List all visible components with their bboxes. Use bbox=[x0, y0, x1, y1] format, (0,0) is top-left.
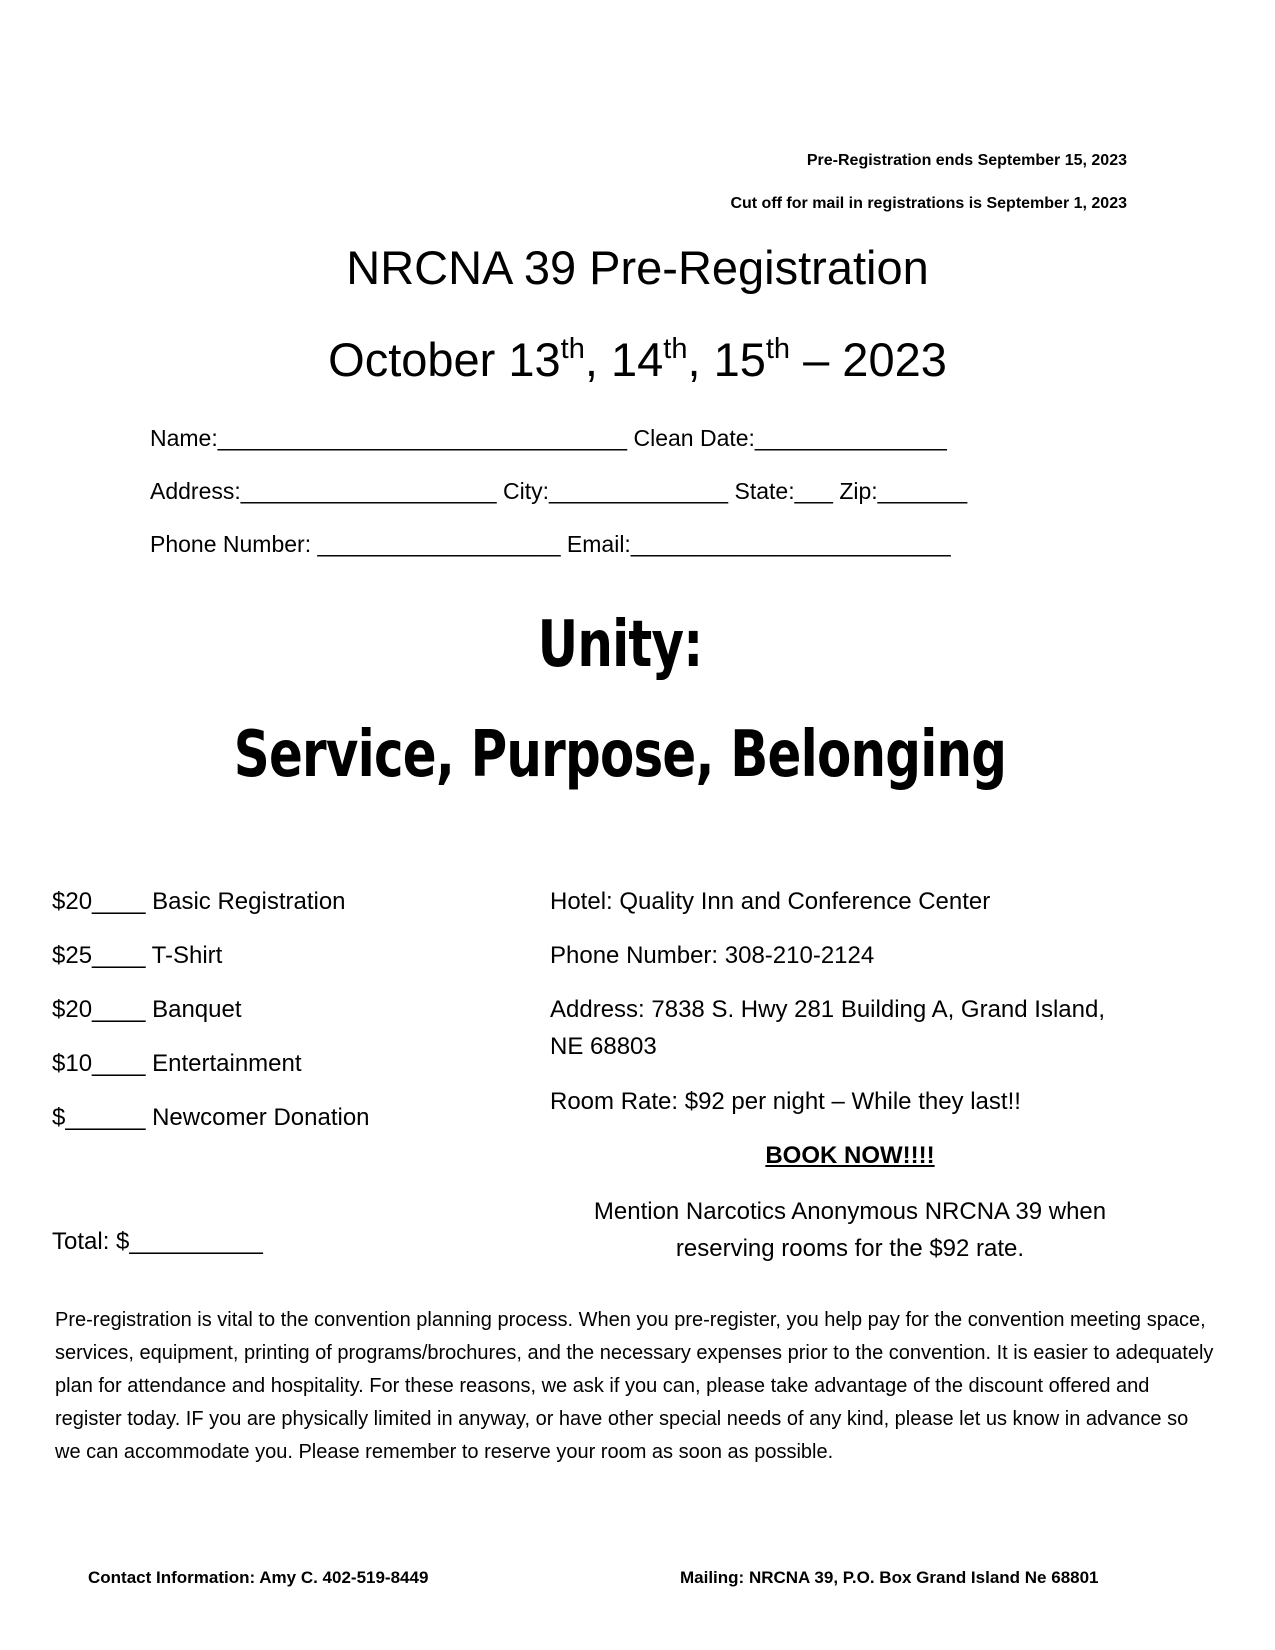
date-year: – 2023 bbox=[790, 333, 947, 386]
city-field[interactable]: City:______________ bbox=[503, 478, 729, 504]
phone-field[interactable]: Phone Number: ___________________ bbox=[150, 531, 561, 557]
fee-basic-registration[interactable]: $20____ Basic Registration bbox=[52, 888, 346, 915]
fee-tshirt[interactable]: $25____ T-Shirt bbox=[52, 942, 223, 969]
fee-entertainment[interactable]: $10____ Entertainment bbox=[52, 1050, 302, 1077]
form-row-contact bbox=[150, 531, 951, 558]
date-part: , 15 bbox=[687, 333, 766, 386]
name-field[interactable]: Name:________________________________ bbox=[150, 425, 628, 451]
fee-banquet[interactable]: $20____ Banquet bbox=[52, 996, 242, 1023]
hotel-address-line1: Address: 7838 S. Hwy 281 Building A, Grand Island, bbox=[550, 996, 1105, 1023]
contact-information: Contact Information: Amy C. 402-519-8449 bbox=[88, 1568, 429, 1587]
page-title: NRCNA 39 Pre-Registration bbox=[346, 241, 929, 294]
ordinal-suffix: th bbox=[663, 333, 688, 365]
state-field[interactable]: State:___ bbox=[734, 478, 833, 504]
email-field[interactable]: Email:_________________________ bbox=[566, 531, 951, 557]
clean-date-field[interactable]: Clean Date:_______________ bbox=[633, 425, 947, 451]
info-paragraph: Pre-registration is vital to the convention planning process. When you pre-register, you help pay for the convention meeting space, services, equipment, printing of programs/brochures, and the necessary expenses prior to the convention. It is easier to adequately plan for attendance and hospitality. For these reasons, we ask if you can, please take advantage of the discount offered and register today. IF you are physically limited in anyway, or have other special needs of any kind, please let us know in advance so we can accommodate you. Please remember to reserve your room as soon as possible. bbox=[55, 1309, 1214, 1463]
theme-heading: Unity: bbox=[537, 608, 703, 682]
ordinal-suffix: th bbox=[765, 333, 791, 365]
form-row-address bbox=[150, 478, 967, 505]
ordinal-suffix: th bbox=[560, 333, 585, 365]
hotel-address-line2: NE 68803 bbox=[550, 1033, 657, 1060]
date-prefix: October 13 bbox=[328, 333, 561, 386]
theme-subheading: Service, Purpose, Belonging bbox=[233, 718, 1007, 792]
form-row-name bbox=[150, 425, 947, 452]
event-dates bbox=[0, 332, 1275, 387]
hotel-phone: Phone Number: 308-210-2124 bbox=[550, 942, 875, 969]
date-part: , 14 bbox=[584, 333, 664, 386]
mention-line2: reserving rooms for the $92 rate. bbox=[675, 1235, 1025, 1262]
mail-cutoff-notice: Cut off for mail in registrations is September 1, 2023 bbox=[730, 195, 1127, 212]
address-field[interactable]: Address:____________________ bbox=[150, 478, 497, 504]
total-field[interactable]: Total: $__________ bbox=[52, 1228, 263, 1255]
room-rate: Room Rate: $92 per night – While they last!! bbox=[550, 1088, 1021, 1115]
mention-line1: Mention Narcotics Anonymous NRCNA 39 when bbox=[593, 1198, 1107, 1225]
mailing-address: Mailing: NRCNA 39, P.O. Box Grand Island Ne 68801 bbox=[680, 1568, 1099, 1587]
zip-field[interactable]: Zip:_______ bbox=[839, 478, 968, 504]
book-now-text: BOOK NOW!!!! bbox=[765, 1142, 935, 1169]
fee-newcomer-donation[interactable]: $______ Newcomer Donation bbox=[52, 1104, 370, 1131]
book-now-callout bbox=[550, 1142, 1150, 1170]
preregistration-deadline: Pre-Registration ends September 15, 2023 bbox=[806, 152, 1127, 169]
hotel-name: Hotel: Quality Inn and Conference Center bbox=[550, 888, 991, 915]
